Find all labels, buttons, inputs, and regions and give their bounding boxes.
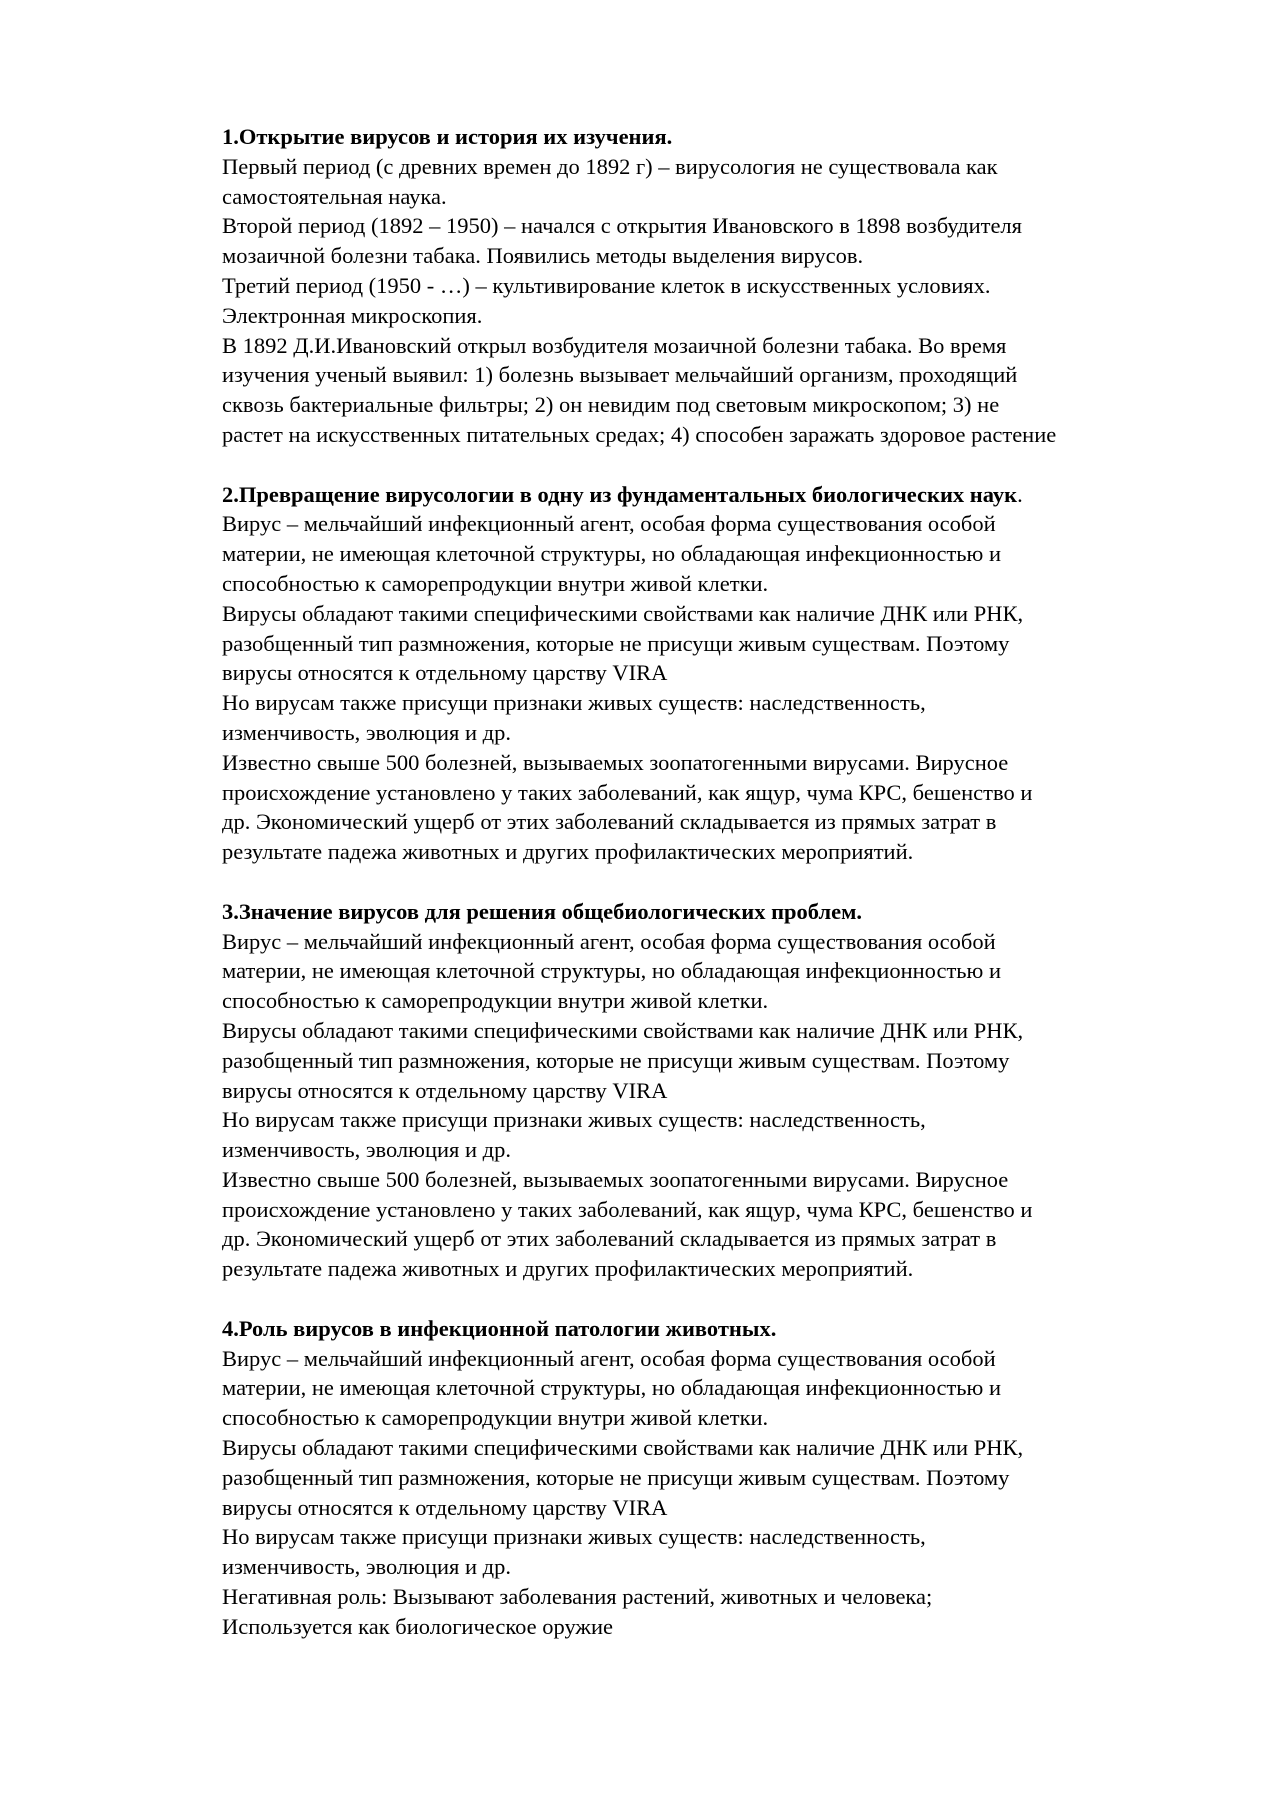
text-line: материи, не имеющая клеточной структуры, но обладающая инфекционностью и <box>222 958 1002 984</box>
paragraph <box>222 1105 1222 1165</box>
text-line: изменчивость, эволюция и др. <box>222 719 512 745</box>
text-line: изучения ученый выявил: 1) болезнь вызывает мельчайший организм, проходящий <box>222 362 1018 388</box>
section-heading <box>222 480 1222 510</box>
text-line: материи, не имеющая клеточной структуры, но обладающая инфекционностью и <box>222 541 1002 567</box>
paragraph <box>222 211 1222 271</box>
text-line: Используется как биологическое оружие <box>222 1613 613 1639</box>
text-line: Но вирусам также присущи признаки живых существ: наследственность, <box>222 1524 926 1550</box>
text-line: мозаичной болезни табака. Появились методы выделения вирусов. <box>222 243 864 269</box>
section-4 <box>222 1314 1222 1642</box>
text-line: Вирусы обладают такими специфическими свойствами как наличие ДНК или РНК, <box>222 1017 1024 1043</box>
text-line: Вирусы обладают такими специфическими свойствами как наличие ДНК или РНК, <box>222 1435 1024 1461</box>
text-line: Третий период (1950 - …) – культивирование клеток в искусственных условиях. <box>222 272 991 298</box>
text-line: Известно свыше 500 болезней, вызываемых зоопатогенными вирусами. Вирусное <box>222 749 1009 775</box>
text-line: вирусы относятся к отдельному царству VIRA <box>222 660 668 686</box>
section-heading <box>222 897 1222 927</box>
text-line: происхождение установлено у таких заболеваний, как ящур, чума КРС, бешенство и <box>222 1196 1033 1222</box>
text-line: Известно свыше 500 болезней, вызываемых зоопатогенными вирусами. Вирусное <box>222 1166 1009 1192</box>
text-line: Но вирусам также присущи признаки живых существ: наследственность, <box>222 690 926 716</box>
section-heading-suffix: . <box>1017 481 1023 507</box>
text-line: вирусы относятся к отдельному царству VIRA <box>222 1494 668 1520</box>
text-line: разобщенный тип размножения, которые не присущи живым существам. Поэтому <box>222 1047 1010 1073</box>
text-line: разобщенный тип размножения, которые не присущи живым существам. Поэтому <box>222 630 1010 656</box>
text-line: Второй период (1892 – 1950) – начался с открытия Ивановского в 1898 возбудителя <box>222 213 1023 239</box>
text-line: Электронная микроскопия. <box>222 302 483 328</box>
text-line: способностью к саморепродукции внутри живой клетки. <box>222 570 769 596</box>
text-line: растет на искусственных питательных средах; 4) способен заражать здоровое растение <box>222 421 1057 447</box>
section-heading-text: 3.Значение вирусов для решения общебиологических проблем. <box>222 898 863 924</box>
text-line: Вирус – мельчайший инфекционный агент, особая форма существования особой <box>222 1345 996 1371</box>
text-line: Вирусы обладают такими специфическими свойствами как наличие ДНК или РНК, <box>222 600 1024 626</box>
section-heading <box>222 122 1222 152</box>
text-line: сквозь бактериальные фильтры; 2) он невидим под световым микроскопом; 3) не <box>222 392 1000 418</box>
section-1 <box>222 122 1222 450</box>
section-heading <box>222 1314 1222 1344</box>
text-line: разобщенный тип размножения, которые не присущи живым существам. Поэтому <box>222 1464 1010 1490</box>
text-line: самостоятельная наука. <box>222 183 447 209</box>
section-heading-text: 2.Превращение вирусологии в одну из фундаментальных биологических наук <box>222 481 1018 507</box>
paragraph <box>222 1165 1222 1284</box>
text-line: изменчивость, эволюция и др. <box>222 1554 512 1580</box>
paragraph <box>222 1344 1222 1433</box>
text-line: происхождение установлено у таких заболеваний, как ящур, чума КРС, бешенство и <box>222 779 1033 805</box>
paragraph <box>222 1433 1222 1522</box>
paragraph <box>222 1522 1222 1582</box>
text-line: др. Экономический ущерб от этих заболеваний складывается из прямых затрат в <box>222 809 997 835</box>
text-line: В 1892 Д.И.Ивановский открыл возбудителя мозаичной болезни табака. Во время <box>222 332 1007 358</box>
text-line: материи, не имеющая клеточной структуры, но обладающая инфекционностью и <box>222 1375 1002 1401</box>
section-heading-text: 1.Открытие вирусов и история их изучения. <box>222 124 673 149</box>
text-line: Вирус – мельчайший инфекционный агент, особая форма существования особой <box>222 928 996 954</box>
text-line: результате падежа животных и других профилактических мероприятий. <box>222 839 914 865</box>
paragraph <box>222 599 1222 688</box>
text-line: Но вирусам также присущи признаки живых существ: наследственность, <box>222 1107 926 1133</box>
section-heading-text: 4.Роль вирусов в инфекционной патологии животных. <box>222 1315 777 1341</box>
paragraph <box>222 927 1222 1016</box>
paragraph <box>222 1582 1222 1612</box>
paragraph <box>222 331 1222 450</box>
paragraph <box>222 271 1222 331</box>
paragraph <box>222 748 1222 867</box>
paragraph <box>222 509 1222 598</box>
text-line: изменчивость, эволюция и др. <box>222 1137 512 1163</box>
text-line: способностью к саморепродукции внутри живой клетки. <box>222 1405 769 1431</box>
text-line: Негативная роль: Вызывают заболевания растений, животных и человека; <box>222 1584 933 1610</box>
text-line: Вирус – мельчайший инфекционный агент, особая форма существования особой <box>222 511 996 537</box>
paragraph <box>222 688 1222 748</box>
paragraph <box>222 1612 1222 1642</box>
text-line: Первый период (с древних времен до 1892 г) – вирусология не существовала как <box>222 153 998 179</box>
text-line: вирусы относятся к отдельному царству VIRA <box>222 1077 668 1103</box>
paragraph <box>222 152 1222 212</box>
document-page <box>222 122 1222 1671</box>
text-line: способностью к саморепродукции внутри живой клетки. <box>222 988 769 1014</box>
section-2 <box>222 480 1222 867</box>
section-3 <box>222 897 1222 1284</box>
paragraph <box>222 1016 1222 1105</box>
text-line: результате падежа животных и других профилактических мероприятий. <box>222 1256 914 1282</box>
text-line: др. Экономический ущерб от этих заболеваний складывается из прямых затрат в <box>222 1226 997 1252</box>
